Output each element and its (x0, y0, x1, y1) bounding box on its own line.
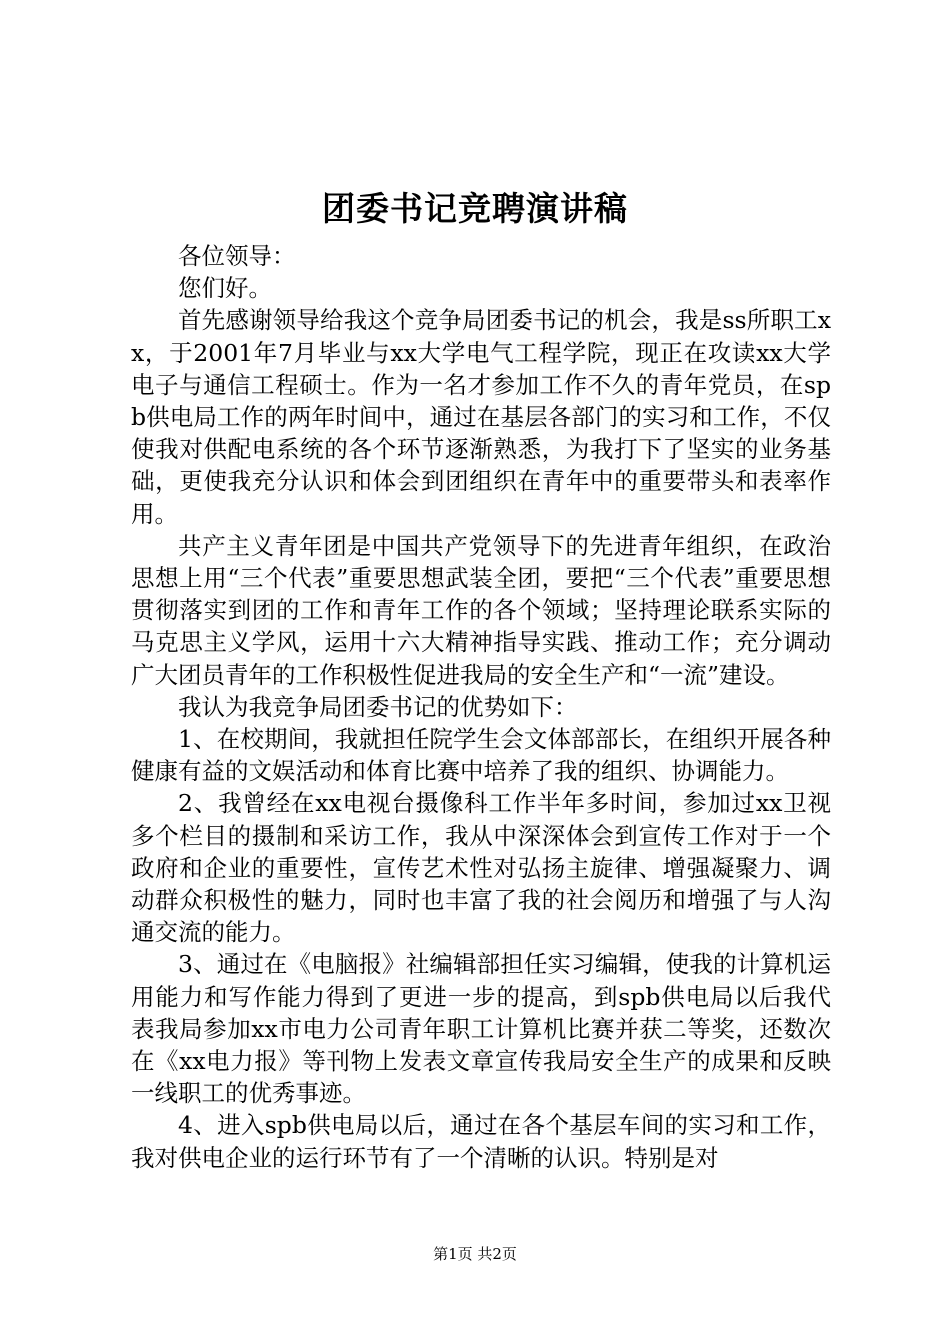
paragraph-greeting: 您们好。 (178, 274, 272, 303)
paragraph-advantage-1: 1、在校期间，我就担任院学生会文体部部长，在组织开展各种健康有益的文娱活动和体育比赛中培养了我的组织、协调能力。 (131, 725, 831, 786)
document-body (131, 240, 831, 1174)
document-title: 团委书记竞聘演讲稿 (322, 189, 628, 228)
paragraph-introduction: 首先感谢领导给我这个竞争局团委书记的机会，我是ss所职工xx，于2001年7月毕业与xx大学电气工程学院，现正在攻读xx大学电子与通信工程硕士。作为一名才参加工作不久的青年党员，在spb供电局工作的两年时间中，通过在基层各部门的实习和工作，不仅使我对供配电系统的各个环节逐渐熟悉，为我打下了坚实的业务基础，更使我充分认识和体会到团组织在青年中的重要带头和表率作用。 (131, 306, 831, 528)
paragraph-salutation: 各位领导： (178, 242, 296, 270)
paragraph-advantage-2: 2、我曾经在xx电视台摄像科工作半年多时间，参加过xx卫视多个栏目的摄制和采访工作，我从中深深体会到宣传工作对于一个政府和企业的重要性，宣传艺术性对弘扬主旋律、增强凝聚力、调动群众积极性的魅力，同时也丰富了我的社会阅历和增强了与人沟通交流的能力。 (131, 789, 831, 947)
paragraph-advantages-intro: 我认为我竞争局团委书记的优势如下： (178, 692, 578, 721)
paragraph-advantage-3: 3、通过在《电脑报》社编辑部担任实习编辑，使我的计算机运用能力和写作能力得到了更进一步的提高，到spb供电局以后我代表我局参加xx市电力公司青年职工计算机比赛并获二等奖，还数次在《xx电力报》等刊物上发表文章宣传我局安全生产的成果和反映一线职工的优秀事迹。 (131, 950, 831, 1108)
paragraph-advantage-4: 4、进入spb供电局以后，通过在各个基层车间的实习和工作，我对供电企业的运行环节有了一个清晰的认识。特别是对 (131, 1111, 831, 1172)
page-footer: 第1页 共2页 (433, 1245, 517, 1263)
paragraph-league-description: 共产主义青年团是中国共产党领导下的先进青年组织，在政治思想上用“三个代表”重要思想武装全团，要把“三个代表”重要思想贯彻落实到团的工作和青年工作的各个领域；坚持理论联系实际的马克思主义学风，运用十六大精神指导实践、推动工作；充分调动广大团员青年的工作积极性促进我局的安全生产和“一流”建设。 (131, 531, 831, 689)
